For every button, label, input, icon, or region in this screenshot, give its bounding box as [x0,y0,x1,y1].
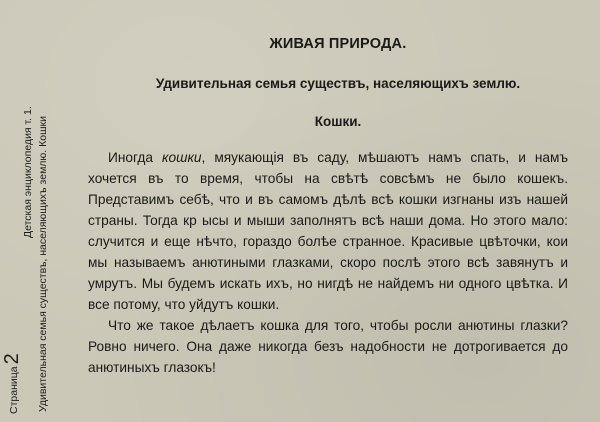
emphasized-word: кошки [162,150,202,165]
book-title: Детская энциклопедия т. 1. [22,106,34,238]
paragraph-1-start: Иногда [108,150,163,165]
page-number: 2 [1,353,23,365]
running-article-title: Удивительная семья существъ, населяющихъ землю. Кошки [37,116,49,412]
article-subtitle: Удивительная семья существъ, населяющихъ землю. [155,76,521,91]
paragraph-1-rest: , мяукающія въ саду, мѣшаютъ намъ спать, и намъ хочется въ то время, чтобы на свѣтѣ совсѣмъ не было кошекъ. Представимъ себѣ, что и въ самомъ дѣлѣ всѣ кошки изгнаны изъ нашей страны. Тогда кр ысы и мыши заполнятъ всѣ наши дома. Но этого мало: случится и еще нѣчто, гораздо болѣе странное. Красивые цвѣточки, кои мы называемъ анютиными глазками, скоро послѣ этого всѣ завянутъ и умрутъ. Мы будемъ искать ихъ, но нигдѣ не найдемъ ни одного цвѣтка. И все потому, что уйдутъ кошки. [88,150,568,312]
page-title: ЖИВАЯ ПРИРОДА. [269,36,407,52]
page-label: Страница [8,366,20,414]
page-indicator [1,353,23,414]
paragraph-1 [88,147,568,315]
section-heading: Кошки. [314,114,362,129]
left-margin [0,0,58,422]
paragraph-2: Что же такое дѣлаетъ кошка для того, чтобы росли анютины глазки? Ровно ничего. Она даже никогда безъ надобности не дотрогивается до анютиныхъ глазокъ! [88,318,568,375]
article-content [88,36,568,378]
